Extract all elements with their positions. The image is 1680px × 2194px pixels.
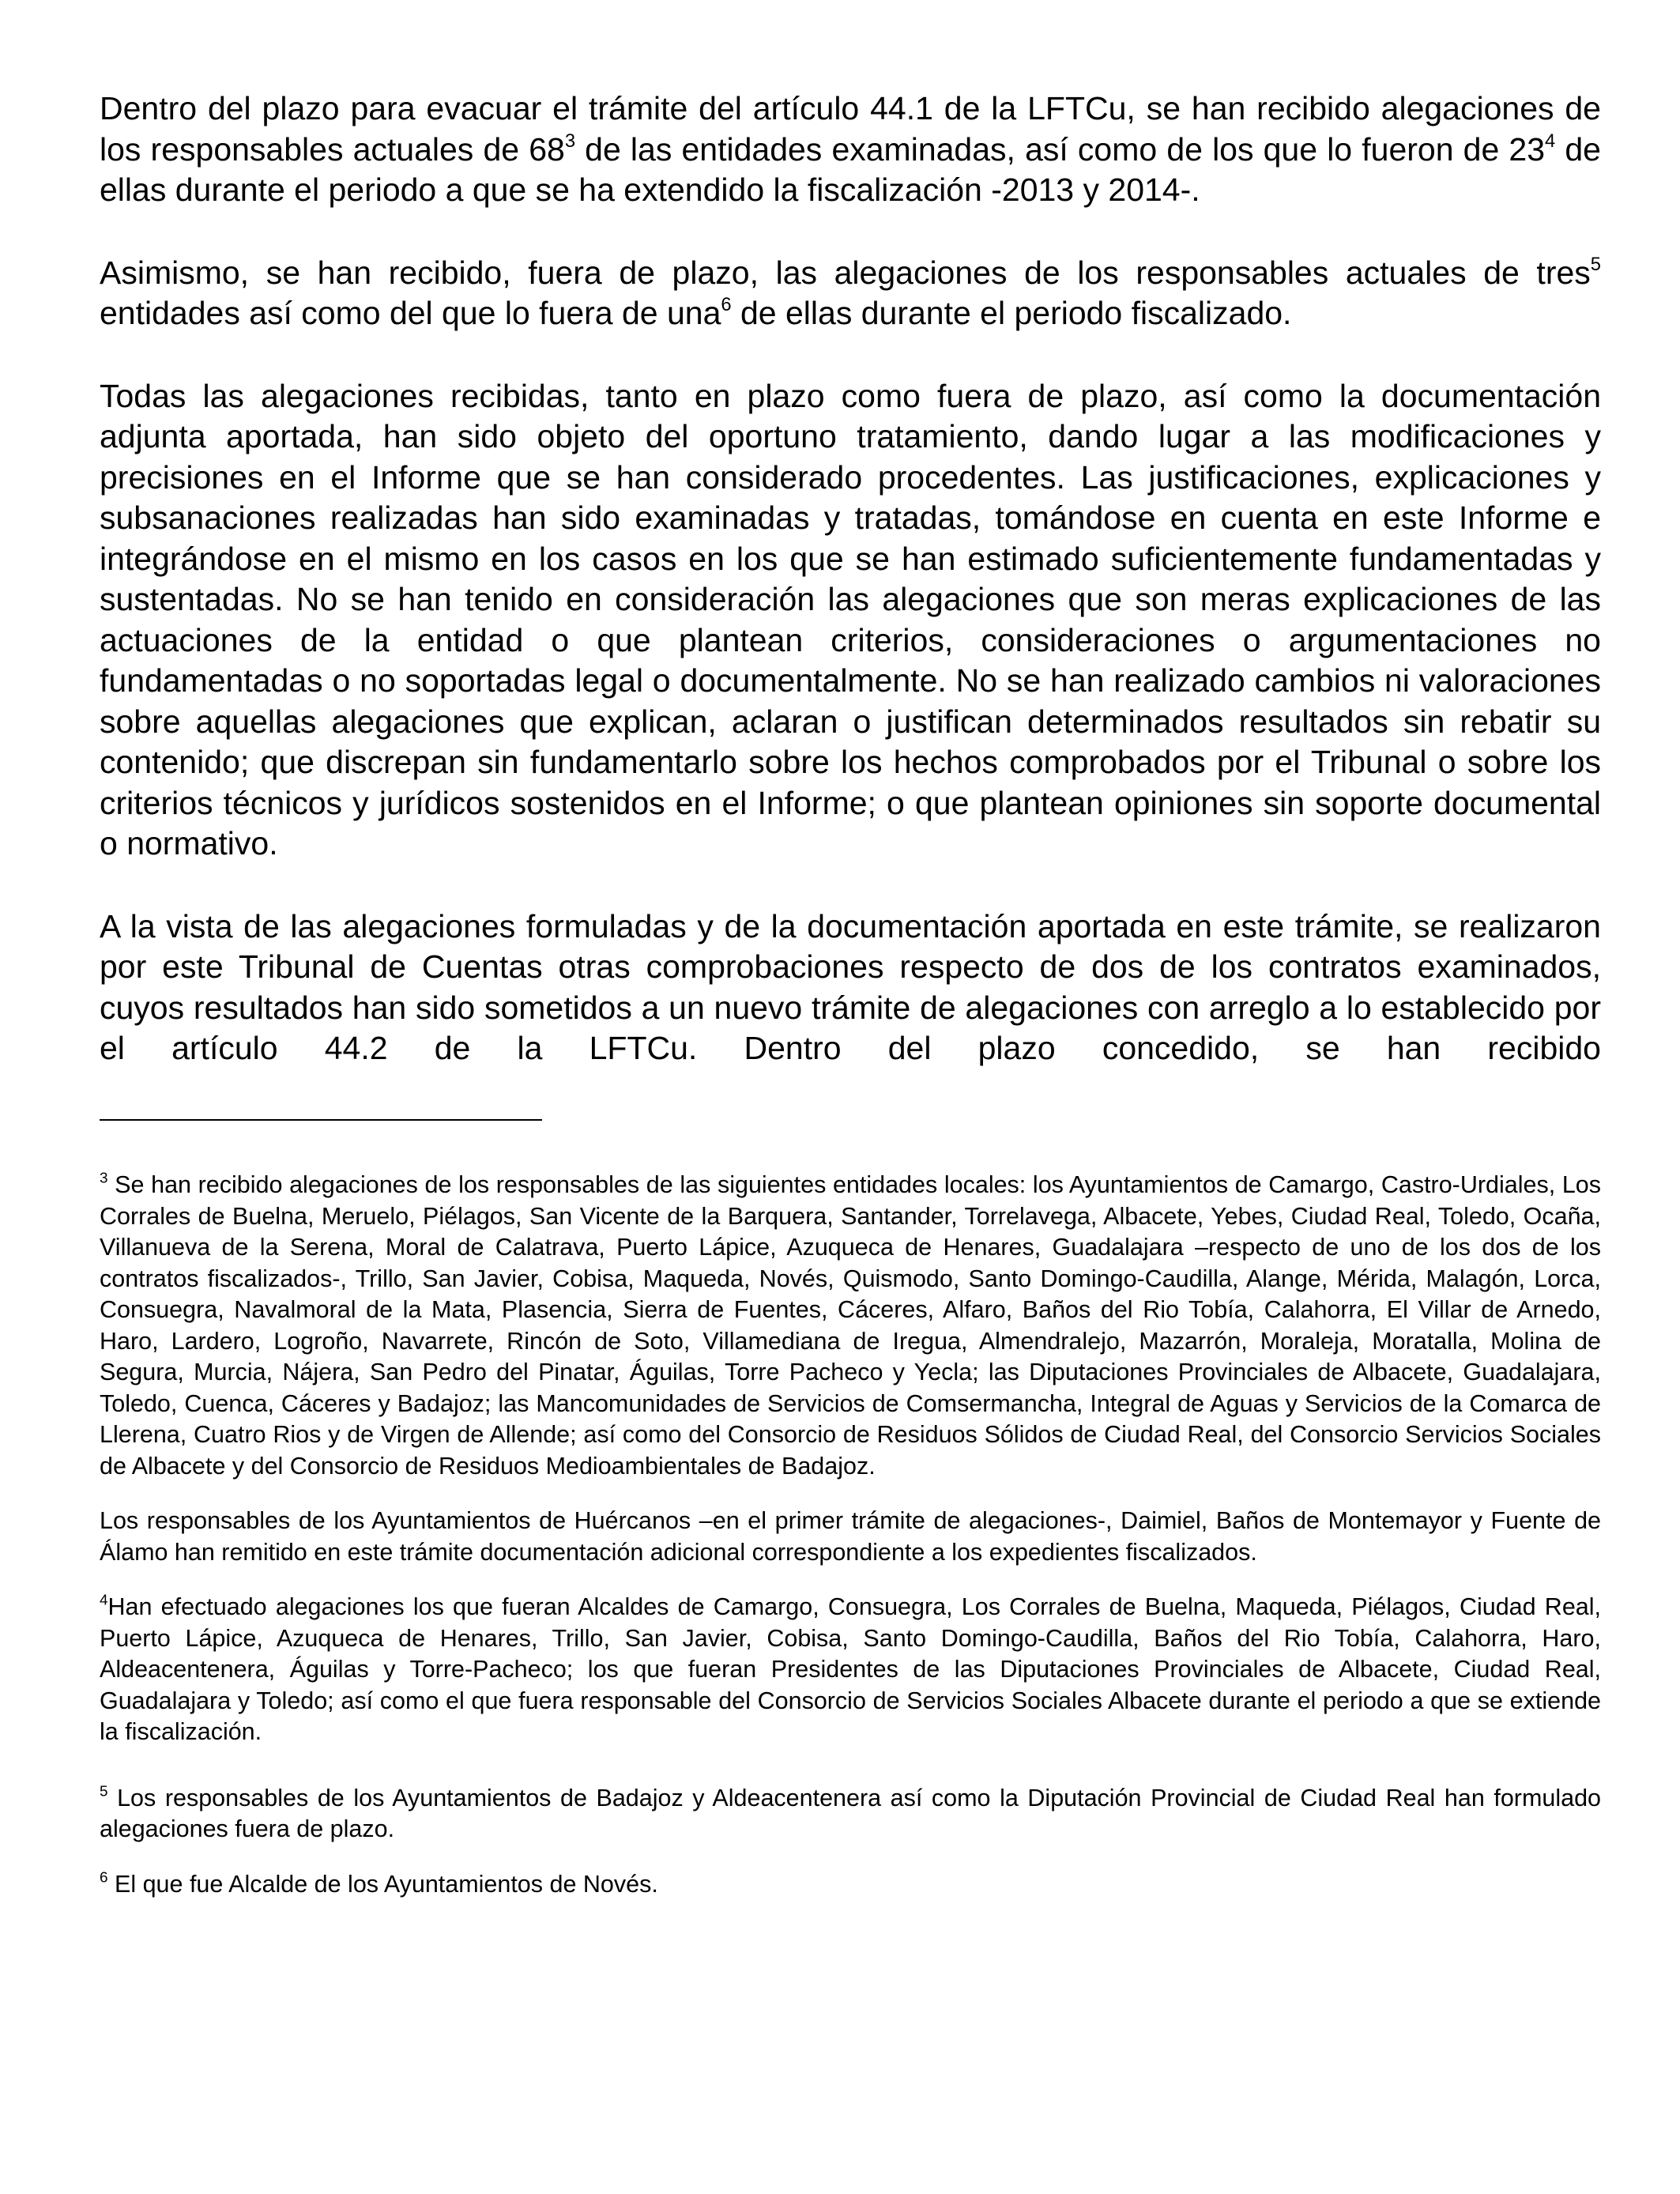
- footnote-5-number: 5: [100, 1783, 108, 1800]
- footnote-6: [100, 1869, 1601, 1901]
- paragraph-2-text-c: de ellas durante el periodo fiscalizado.: [731, 295, 1292, 331]
- footnote-6-number: 6: [100, 1869, 108, 1887]
- document-body: [100, 89, 1601, 1069]
- paragraph-4: A la vista de las alegaciones formuladas y de la documentación aportada en este trámite, se realizaron por este Tribunal de Cuentas otras comprobaciones respecto de dos de los contratos examinados, cuyos resultados han sido sometidos a un nuevo trámite de alegaciones con arreglo a lo establecido por el artículo 44.2 de la LFTCu. Dentro del plazo concedido, se han recibido: [100, 907, 1601, 1066]
- footnote-6-text: El que fue Alcalde de los Ayuntamientos de Novés.: [107, 1870, 658, 1898]
- footnote-4-number: 4: [100, 1592, 108, 1609]
- paragraph-1: [100, 89, 1601, 211]
- footnote-3-continuation: Los responsables de los Ayuntamientos de Huércanos –en el primer trámite de alegaciones-, Daimiel, Baños de Montemayor y Fuente de Álamo han remitido en este trámite documentación adicional correspondiente a los expedientes fiscalizados.: [100, 1507, 1601, 1566]
- footnote-4: [100, 1592, 1601, 1748]
- footnote-5: [100, 1783, 1601, 1845]
- paragraph-1-text-b: de las entidades examinadas, así como de los que lo fueron de 23: [575, 130, 1546, 168]
- footnote-3-text: Se han recibido alegaciones de los responsables de las siguientes entidades locales: los Ayuntamientos de Camargo, Castro-Urdiales, Los Corrales de Buelna, Meruelo, Piélagos, San Vicente de la Barquera, Santander, Torrelavega, Albacete, Yebes, Ciudad Real, Toledo, Ocaña, Villanueva de la Serena, Moral de Calatrava, Puerto Lápice, Azuqueca de Henares, Guadalajara –respecto de uno de los dos de los contratos fiscalizados-, Trillo, San Javier, Cobisa, Maqueda, Novés, Quismodo, Santo Domingo-Caudilla, Alange, Mérida, Malagón, Lorca, Consuegra, Navalmoral de la Mata, Plasencia, Sierra de Fuentes, Cáceres, Alfaro, Baños del Rio Tobía, Calahorra, El Villar de Arnedo, Haro, Lardero, Logroño, Navarrete, Rincón de Soto, Villamediana de Iregua, Almendralejo, Mazarrón, Moraleja, Moratalla, Molina de Segura, Murcia, Nájera, San Pedro del Pinatar, Águilas, Torre Pacheco y Yecla; las Diputaciones Provinciales de Albacete, Guadalajara, Toledo, Cuenca, Cáceres y Badajoz; las Mancomunidades de Servicios de Comsermancha, Integral de Aguas y Servicios de la Comarca de Llerena, Cuatro Rios y de Virgen de Allende; así como del Consorcio de Residuos Sólidos de Ciudad Real, del Consorcio Servicios Sociales de Albacete y del Consorcio de Residuos Medioambientales de Badajoz.: [100, 1171, 1601, 1480]
- paragraph-3: Todas las alegaciones recibidas, tanto en plazo como fuera de plazo, así como la documentación adjunta aportada, han sido objeto del oportuno tratamiento, dando lugar a las modificaciones y precisiones en el Informe que se han considerado procedentes. Las justificaciones, explicaciones y subsanaciones realizadas han sido examinadas y tratadas, tomándose en cuenta en este Informe e integrándose en el mismo en los casos en los que se han estimado suficientemente fundamentadas y sustentadas. No se han tenido en consideración las alegaciones que son meras explicaciones de las actuaciones de la entidad o que plantean criterios, consideraciones o argumentaciones no fundamentadas o no soportadas legal o documentalmente. No se han realizado cambios ni valoraciones sobre aquellas alegaciones que explican, aclaran o justifican determinados resultados sin rebatir su contenido; que discrepan sin fundamentarlo sobre los hechos comprobados por el Tribunal o sobre los criterios técnicos y jurídicos sostenidos en el Informe; o que plantean opiniones sin soporte documental o normativo.: [100, 377, 1601, 861]
- footnote-ref-4[interactable]: 4: [1545, 130, 1556, 152]
- footnote-ref-3[interactable]: 3: [564, 130, 576, 152]
- footnotes: [100, 1170, 1601, 1924]
- footnote-3: [100, 1170, 1601, 1482]
- footnote-5-text: Los responsables de los Ayuntamientos de Badajoz y Aldeacentenera así como la Diputación Provincial de Ciudad Real han formulado alegaciones fuera de plazo.: [100, 1784, 1601, 1842]
- footnote-3-number: 3: [100, 1170, 108, 1187]
- paragraph-2: [100, 253, 1601, 334]
- paragraph-1-text-c: de ellas durante el periodo a que se ha extendido la fiscalización -2013 y 2014-.: [100, 130, 1601, 208]
- footnote-separator: [100, 1119, 542, 1121]
- footnote-ref-5[interactable]: 5: [1590, 253, 1601, 275]
- paragraph-2-text-a: Asimismo, se han recibido, fuera de plazo, las alegaciones de los responsables actuales de tres: [100, 254, 1591, 291]
- paragraph-2-text-b: entidades así como del que lo fuera de una: [100, 295, 721, 331]
- footnote-4-text: Han efectuado alegaciones los que fueran Alcaldes de Camargo, Consuegra, Los Corrales de Buelna, Maqueda, Piélagos, Ciudad Real, Puerto Lápice, Azuqueca de Henares, Trillo, San Javier, Cobisa, Santo Domingo-Caudilla, Baños del Rio Tobía, Calahorra, Haro, Aldeacentenera, Águilas y Torre-Pacheco; los que fueran Presidentes de las Diputaciones Provinciales de Albacete, Ciudad Real, Guadalajara y Toledo; así como el que fuera responsable del Consorcio de Servicios Sociales Albacete durante el periodo a que se extiende la fiscalización.: [100, 1593, 1601, 1745]
- paragraph-1-text-a: Dentro del plazo para evacuar el trámite del artículo 44.1 de la LFTCu, se han recibido alegaciones de los responsables actuales de 68: [100, 90, 1601, 168]
- footnote-ref-6[interactable]: 6: [721, 293, 732, 315]
